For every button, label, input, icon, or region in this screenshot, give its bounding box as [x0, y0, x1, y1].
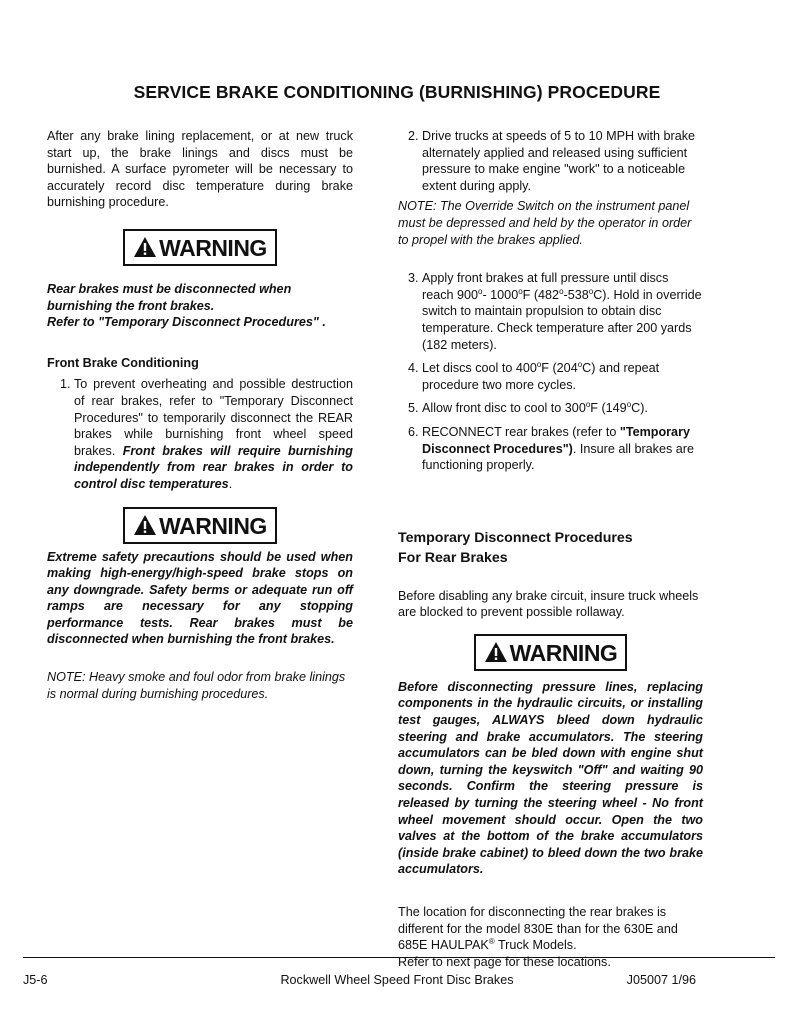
step-6	[398, 424, 703, 474]
page-title: SERVICE BRAKE CONDITIONING (BURNISHING) PROCEDURE	[133, 82, 661, 102]
step-3-text-c: F (482	[522, 287, 560, 302]
footer-page-number: J5-6	[23, 973, 48, 987]
heading-line-2: For Rear Brakes	[398, 549, 508, 566]
right-column	[398, 128, 703, 970]
step-5-text-c: C).	[631, 401, 648, 416]
step-3-text-a: Apply front brakes at full pressure until discs reach 900	[422, 271, 669, 302]
location-text-b: Truck Models.	[494, 938, 577, 953]
warning-box-2-wrap	[47, 507, 353, 544]
temporary-disconnect-heading	[398, 528, 703, 568]
step-3-number: 3.	[408, 271, 423, 286]
degree-sign: o	[585, 400, 591, 410]
location-paragraph	[398, 904, 703, 954]
footer-section-title: Rockwell Wheel Speed Front Disc Brakes	[280, 973, 514, 987]
location-text-a: The location for disconnecting the rear brakes is different for the model 830E than for the 630E and 685E HAULPAK	[398, 905, 678, 953]
step-5-text-a: Allow front disc to cool to 300	[422, 401, 586, 416]
step-4-text-b: F (204	[541, 361, 578, 376]
step-4-text-c: C) and repeat procedure two more cycles.	[422, 361, 660, 392]
step-2	[398, 128, 703, 194]
registered-mark: ®	[488, 937, 495, 947]
front-brake-heading: Front Brake Conditioning	[47, 355, 199, 370]
step-1-text: To prevent overheating and possible destruction of rear brakes, refer to "Temporary Disconnect Procedures" to temporarily disconnect the REAR brakes while burnishing front wheel speed brakes.	[74, 377, 353, 458]
step-6-body	[422, 424, 703, 474]
step-2-number: 2.	[408, 129, 423, 143]
warning-label: WARNING	[509, 639, 618, 666]
override-note-end: .	[579, 232, 583, 247]
warning-box-1-wrap	[47, 229, 353, 266]
step-3-text-e: C). Hold in override switch to maintain propulsion to obtain disc temperature. Check temperature after 200 yards (182 meters).	[422, 287, 702, 352]
step-5-number: 5.	[408, 401, 423, 416]
warning-box-2	[123, 507, 277, 544]
step-5	[398, 400, 703, 417]
warning-1-reference: Refer to "Temporary Disconnect Procedures" .	[47, 315, 326, 330]
warning-triangle-icon	[133, 514, 157, 536]
step-1-end: .	[228, 476, 233, 491]
step-3-body	[422, 270, 703, 353]
degree-sign: o	[577, 360, 583, 370]
warning-triangle-icon	[484, 641, 508, 663]
rollaway-paragraph: Before disabling any brake circuit, insure truck wheels are blocked to prevent possible rollaway.	[398, 588, 699, 620]
degree-sign: o	[518, 286, 523, 296]
step-4	[398, 360, 703, 393]
step-4-text-a: Let discs cool to 400	[422, 361, 537, 376]
step-2-text: Drive trucks at speeds of 5 to 10 MPH with brake alternately applied and released using sufficient pressure to make engine "work" to a noticeable extent during apply.	[422, 129, 695, 193]
degree-sign: o	[626, 400, 632, 410]
warning-label: WARNING	[159, 234, 267, 261]
intro-paragraph: After any brake lining replacement, or at new truck start up, the brake linings and discs must be burnished. A surface pyrometer will be necessary to accurately record disc temperature during brake burnishing procedure.	[47, 129, 353, 210]
step-1	[47, 376, 353, 492]
warning-label: WARNING	[159, 512, 267, 539]
override-note	[398, 198, 703, 248]
footer-document-code: J05007 1/96	[626, 973, 696, 987]
degree-sign: o	[536, 360, 542, 370]
warning-box-1	[123, 229, 277, 266]
warning-box-3-wrap	[398, 634, 703, 671]
warning-1-text: Rear brakes must be disconnected when burnishing the front brakes.	[47, 281, 292, 313]
step-4-body	[422, 360, 703, 393]
warning-box-3	[474, 634, 628, 671]
step-3-text-d: -538	[563, 287, 589, 302]
step-5-body	[422, 400, 703, 417]
step-3-text-b: - 1000	[482, 287, 519, 302]
next-page-reference: Refer to next page for these locations.	[398, 954, 611, 969]
footer-rule	[23, 957, 775, 958]
left-column	[47, 128, 353, 702]
warning-3-text: Before disconnecting pressure lines, replacing components in the hydraulic circuits, or installing test gauges, ALWAYS bleed down hydraulic steering and brake accumulators. The steering accumulators can be bled down with engine shut down, turning the keyswitch "Off" and waiting 90 seconds. Confirm the steering pressure is released by turning the steering wheel - No front wheel movement should occur. Open the two valves at the bottom of the brake accumulators (inside brake cabinet) to bleed down the two brake accumulators.	[398, 679, 703, 877]
step-6-number: 6.	[408, 424, 423, 439]
degree-sign: o	[559, 286, 564, 296]
step-5-text-b: F (149	[590, 401, 627, 416]
step-1-bold: Front brakes will require burnishing independently from rear brakes in order to control disc temperatures	[74, 443, 354, 491]
step-3	[398, 270, 703, 353]
degree-sign: o	[588, 286, 594, 296]
heading-line-1: Temporary Disconnect Procedures	[398, 529, 633, 546]
step-4-number: 4.	[408, 361, 423, 376]
step-1-number: 1.	[60, 377, 75, 392]
step-6-reference: "Temporary Disconnect Procedures")	[422, 424, 690, 456]
step-6-text-a: RECONNECT rear brakes (refer to	[422, 424, 620, 439]
step-6-text-c: . Insure all brakes are functioning properly.	[422, 441, 694, 473]
warning-triangle-icon	[133, 236, 157, 258]
degree-sign: o	[478, 286, 483, 296]
step-1-body	[74, 376, 353, 492]
smoke-note: NOTE: Heavy smoke and foul odor from brake linings is normal during burnishing procedures.	[47, 670, 346, 701]
warning-2-text: Extreme safety precautions should be used when making high-energy/high-speed brake stops on any downgrade. Safety berms or adequate run off ramps are necessary for any stopping performance tests. Rear brakes must be disconnected when burnishing the front brakes.	[47, 549, 353, 647]
override-note-text: NOTE: The Override Switch on the instrument panel must be depressed and held by the operator in order to propel with the brakes applied	[398, 199, 692, 247]
